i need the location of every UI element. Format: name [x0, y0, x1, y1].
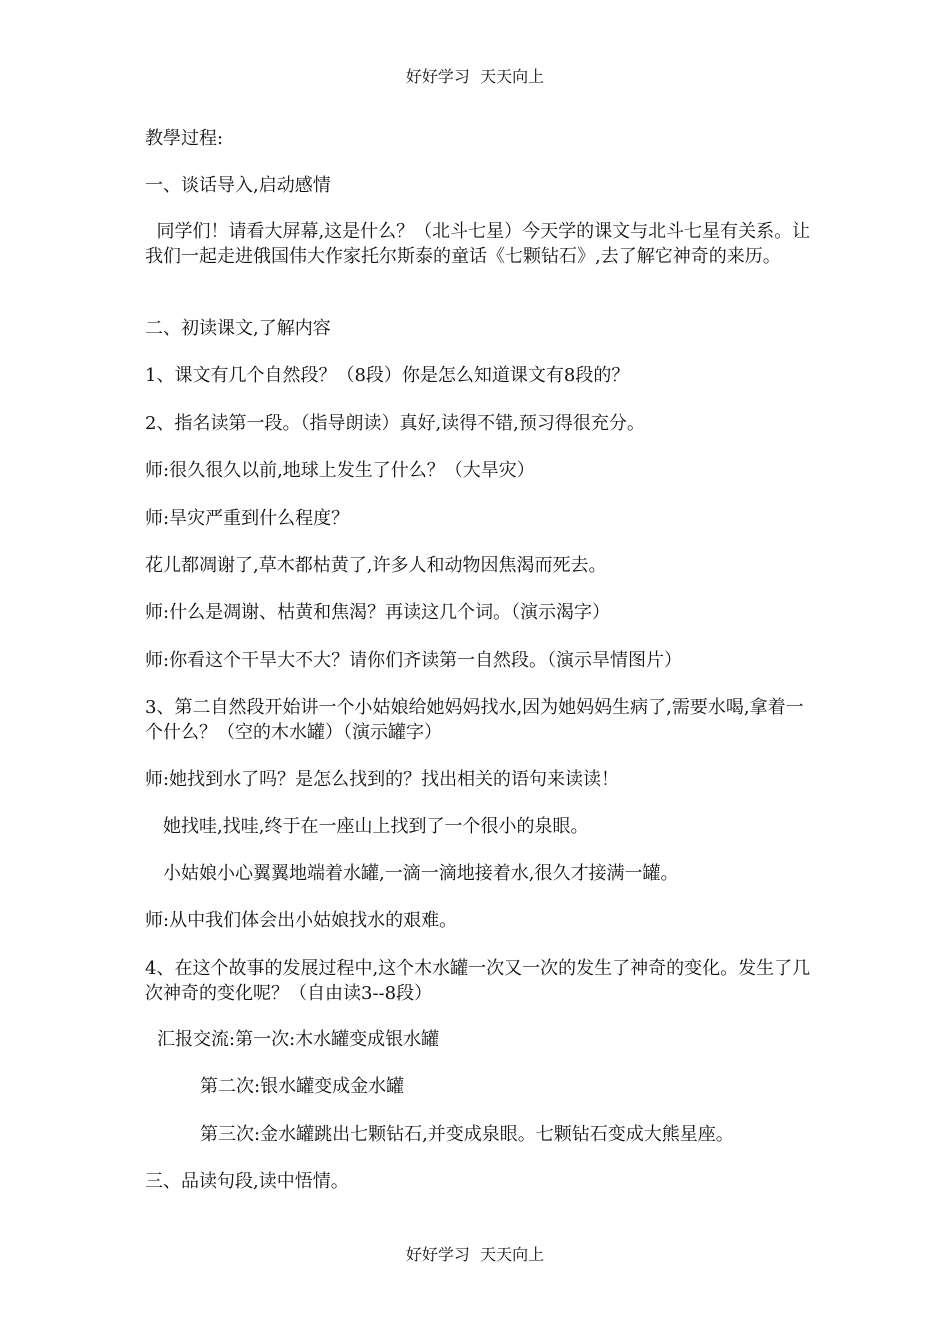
teacher-line-6: 师:从中我们体会出小姑娘找水的艰难。	[145, 910, 458, 931]
teacher-line-4: 师:你看这个干旱大不大？请你们齐读第一自然段。（演示旱情图片）	[145, 650, 683, 671]
question-3: 3、第二自然段开始讲一个小姑娘给她妈妈找水,因为她妈妈生病了,需要水喝,拿着一个什么？（空的木水罐）（演示罐字）	[145, 697, 804, 743]
question-2: 2、指名读第一段。（指导朗读）真好,读得不错,预习得很充分。	[145, 413, 645, 434]
teacher-line-5: 师:她找到水了吗？是怎么找到的？找出相关的语句来读读！	[145, 769, 620, 790]
quote-line-1: 她找哇,找哇,终于在一座山上找到了一个很小的泉眼。	[163, 816, 589, 837]
intro-paragraph: 同学们！请看大屏幕,这是什么？（北斗七星）今天学的课文与北斗七星有关系。让我们一起走进俄国伟大作家托尔斯泰的童话《七颗钻石》,去了解它神奇的来历。	[145, 221, 811, 267]
answer-line-1: 花儿都凋谢了,草木都枯黄了,许多人和动物因焦渴而死去。	[145, 555, 607, 576]
teacher-line-2: 师:旱灾严重到什么程度？	[145, 508, 350, 529]
section-heading-1: 一、谈话导入,启动感情	[145, 175, 331, 196]
quote-line-2: 小姑娘小心翼翼地端着水罐,一滴一滴地接着水,很久才接满一罐。	[163, 863, 679, 884]
report-line-1: 汇报交流:第一次:木水罐变成银水罐	[157, 1029, 440, 1050]
section-heading-2: 二、初读课文,了解内容	[145, 318, 331, 339]
report-line-2: 第二次:银水罐变成金水罐	[200, 1076, 405, 1097]
lesson-title: 教學过程:	[145, 128, 224, 149]
page-footer: 好好学习 天天向上	[405, 1245, 545, 1264]
teacher-line-3: 师:什么是凋谢、枯黄和焦渴？再读这几个词。（演示渴字）	[145, 602, 611, 623]
teacher-line-1: 师:很久很久以前,地球上发生了什么？（大旱灾）	[145, 460, 535, 481]
question-4: 4、在这个故事的发展过程中,这个木水罐一次又一次的发生了神奇的变化。发生了几次神奇的变化呢？（自由读3--8段）	[145, 958, 811, 1004]
page-header: 好好学习 天天向上	[405, 67, 545, 86]
section-heading-3: 三、品读句段,读中悟情。	[145, 1171, 349, 1192]
report-line-3: 第三次:金水罐跳出七颗钻石,并变成泉眼。七颗钻石变成大熊星座。	[200, 1124, 734, 1145]
question-1: 1、课文有几个自然段？（8段）你是怎么知道课文有8段的？	[145, 365, 630, 386]
